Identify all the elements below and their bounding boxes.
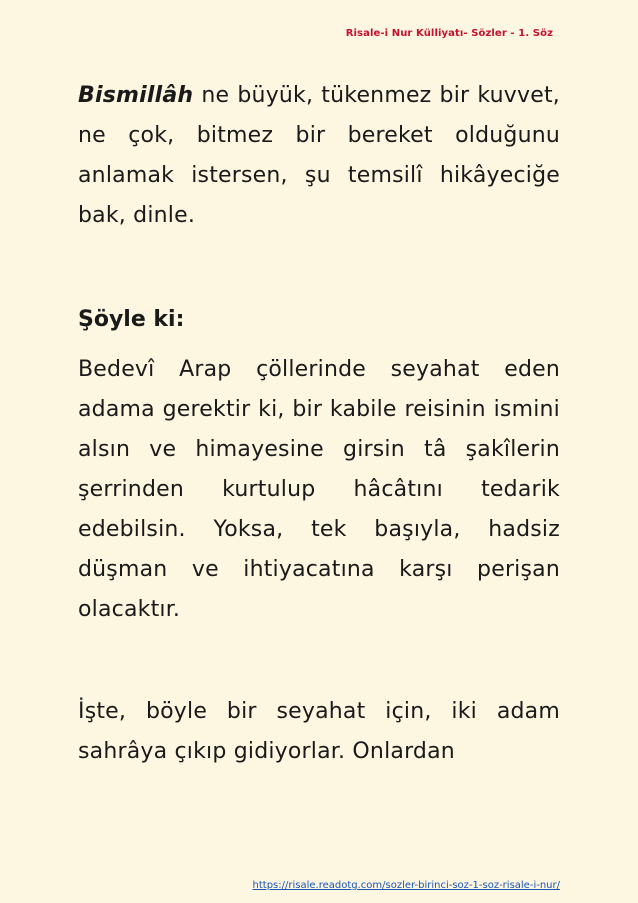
source-link[interactable]: https://risale.readotg.com/sozler-birinci-soz-1-soz-risale-i-nur/	[252, 880, 560, 891]
bismillah-lead: Bismillâh	[78, 83, 194, 108]
paragraph-bedouin: Bedevî Arap çöllerinde seyahat eden adama gerektir ki, bir kabile reisinin ismini alsın ve himayesine girsin tâ şakîlerin şerrinden kurtulup hâcâtını tedarik edebilsin. Yoksa, tek başıyla, hadsiz düşman ve ihtiyacatına karşı perişan olacaktır.	[78, 357, 560, 622]
paragraph-journey: İşte, böyle bir seyahat için, iki adam sahrâya çıkıp gidiyorlar. Onlardan	[78, 699, 560, 764]
section-heading: Şöyle ki:	[78, 307, 185, 332]
paragraph-intro-text: ne büyük, tükenmez bir kuvvet, ne çok, bitmez bir bereket olduğunu anlamak istersen, şu temsilî hikâyeciğe bak, dinle.	[78, 83, 560, 228]
running-header: Risale-i Nur Külliyatı- Sözler - 1. Söz	[345, 28, 553, 39]
paragraph-intro	[78, 76, 560, 236]
page-body	[78, 76, 560, 772]
